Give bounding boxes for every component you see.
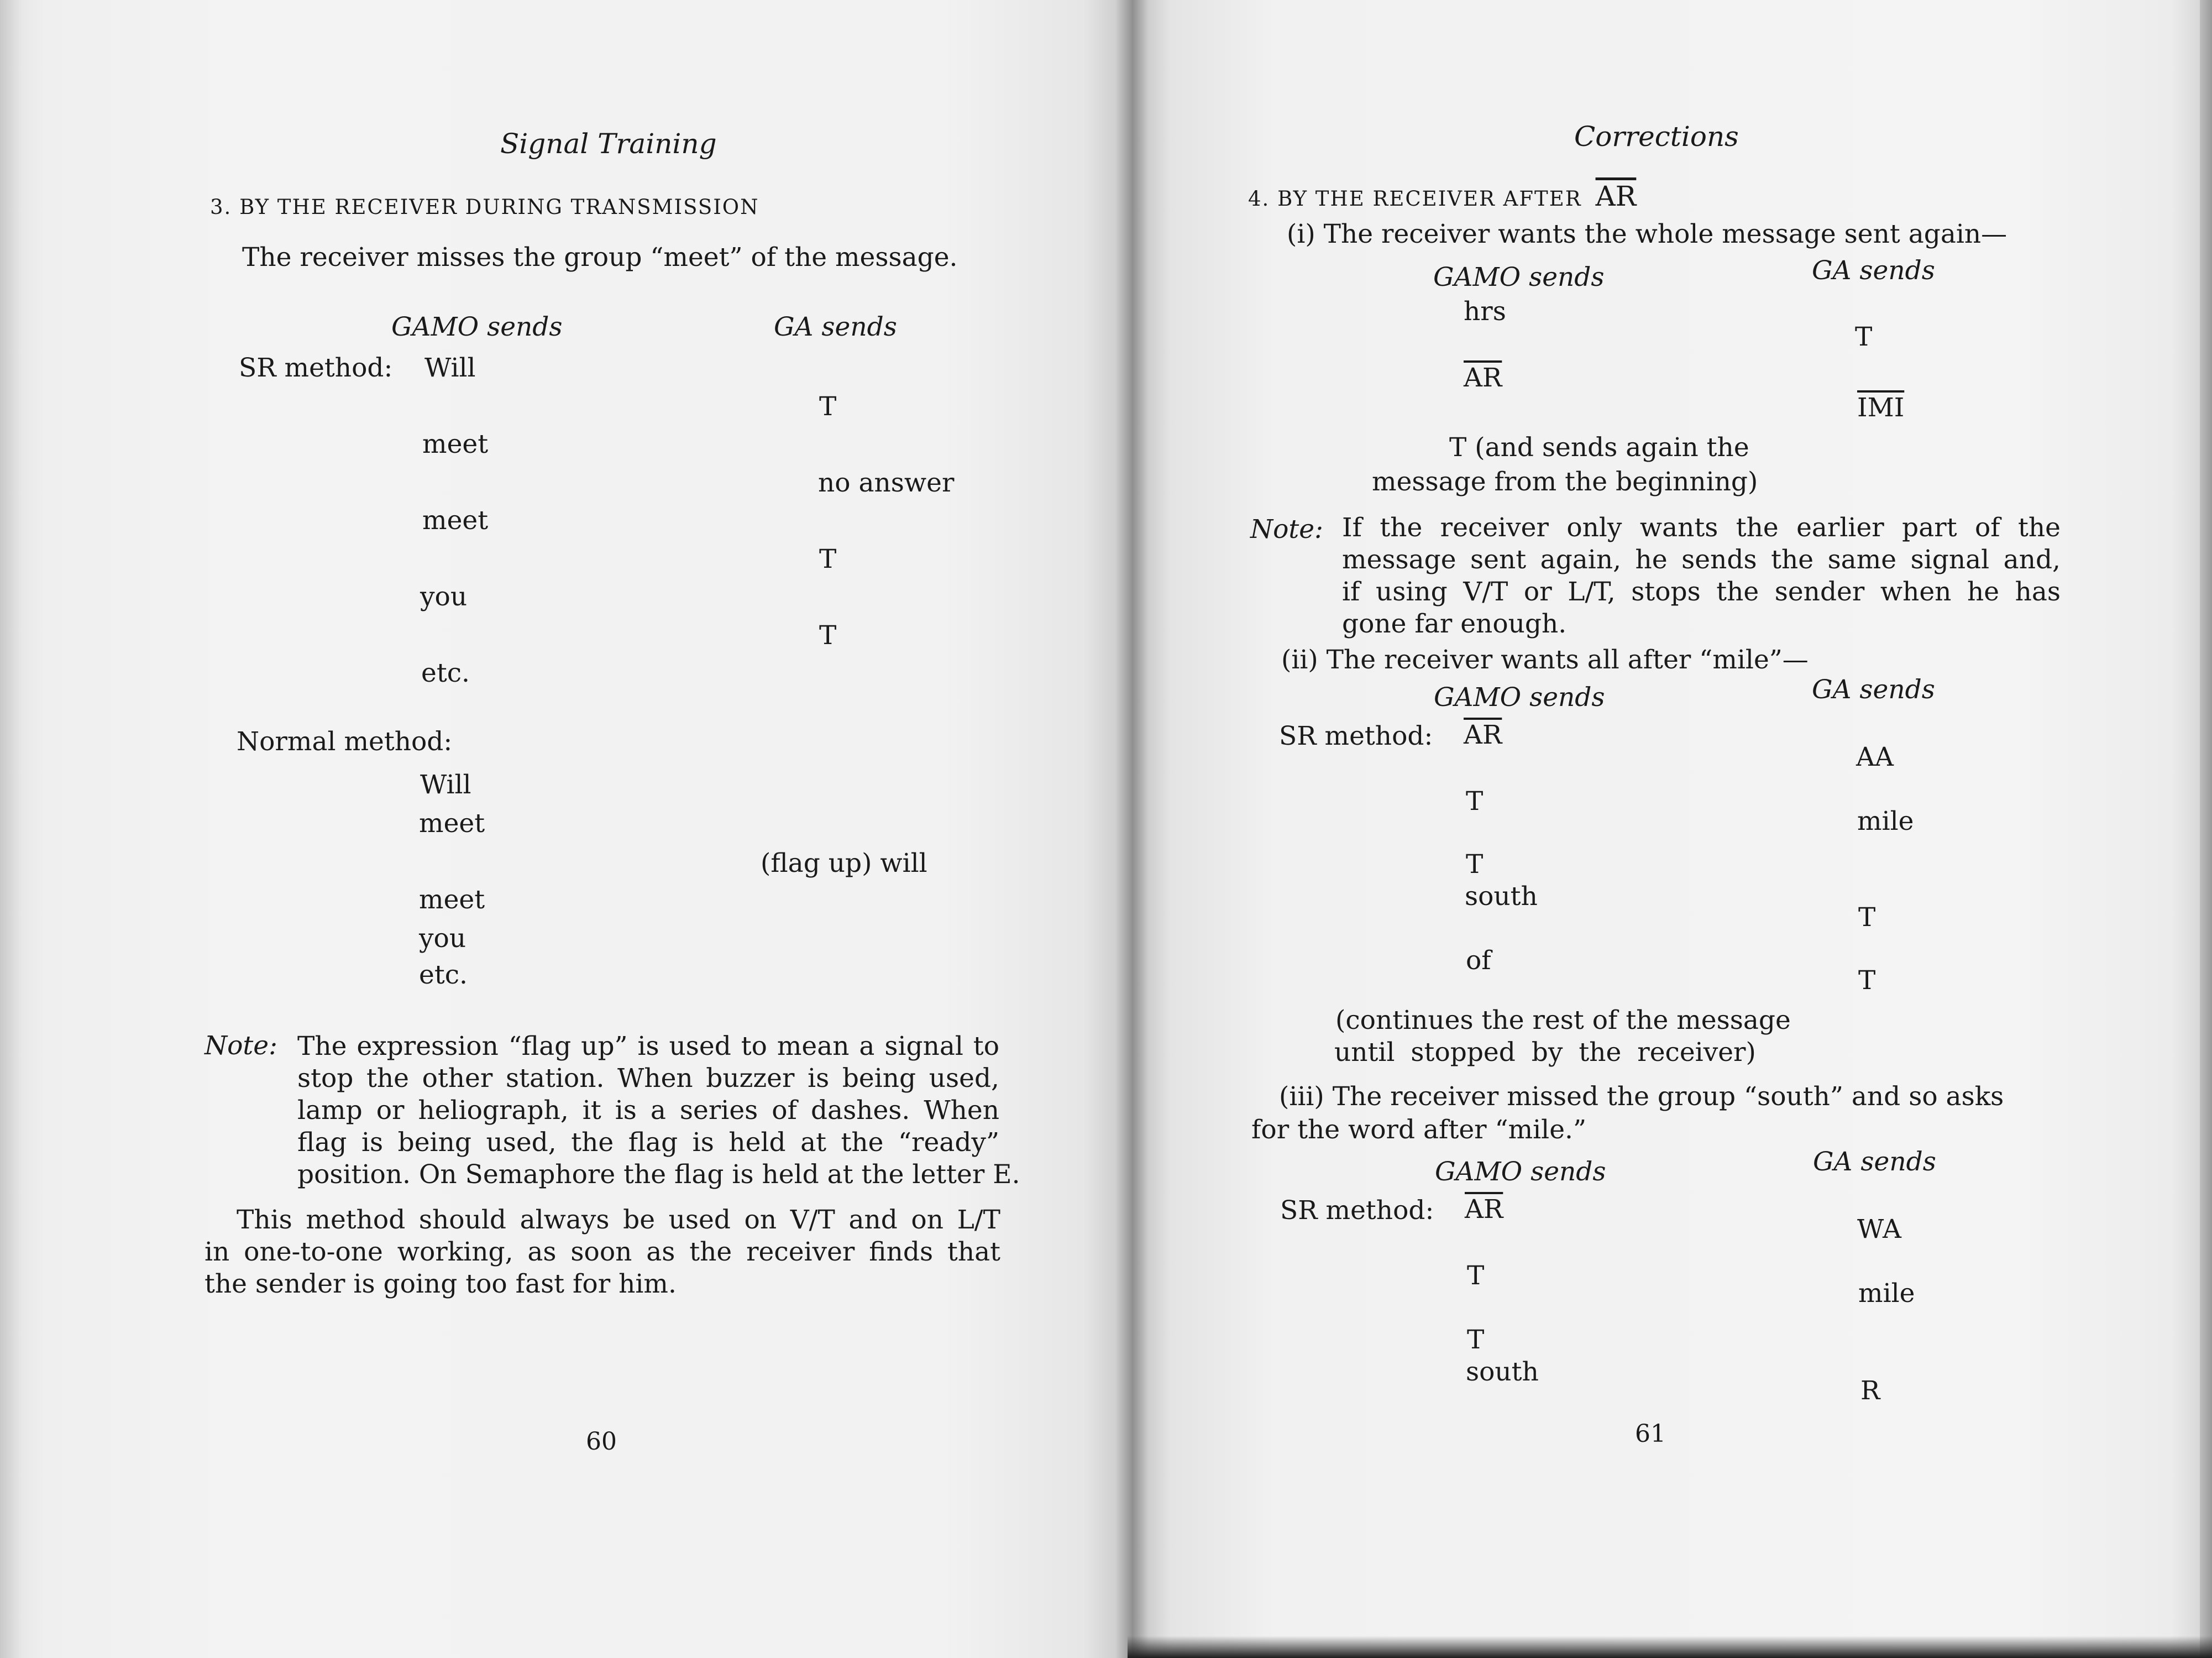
i-ga-prosign: $\overline{IMI}$ <box>1857 393 1905 423</box>
i-tail-line: message from the beginning) <box>1372 467 1758 497</box>
page-number: 60 <box>586 1427 617 1456</box>
sr-gamo-item: meet <box>422 505 489 536</box>
sr-gamo-item: you <box>420 582 468 612</box>
col-header-gamo: GAMO sends <box>1435 1157 1606 1187</box>
note-paragraph <box>297 1031 1020 1191</box>
closing-line: the sender is going too fast for him. <box>205 1269 677 1299</box>
i-gamo-item: hrs <box>1464 296 1506 327</box>
ii-tail-line: (continues the rest of the message <box>1335 1005 1791 1035</box>
ii-gamo-item: south <box>1465 881 1538 912</box>
iii-ga-item: WA <box>1857 1214 1901 1244</box>
sr-ga-item: T <box>819 620 837 651</box>
note-line: If the receiver only wants the earlier part of the <box>1342 512 2061 543</box>
i-tail-line: T (and sends again the <box>1449 432 1749 463</box>
running-head: Corrections <box>1574 121 1739 153</box>
iii-ga-item: R <box>1860 1375 1880 1406</box>
i-ga-item: T <box>1855 322 1873 352</box>
note-line: The expression “flag up” is used to mean a signal to <box>297 1031 999 1061</box>
col-header-gamo: GAMO sends <box>391 312 563 342</box>
ii-gamo-item: T <box>1466 786 1484 817</box>
iii-gamo-item: south <box>1466 1357 1539 1387</box>
item-iii-line: for the word after “mile.” <box>1251 1115 1586 1145</box>
note-line: message sent again, he sends the same signal and, <box>1342 545 2061 575</box>
section-heading: 3. BY THE RECEIVER DURING TRANSMISSION <box>210 195 759 219</box>
bottom-shadow <box>1128 1636 2212 1658</box>
item-i-text: (i) The receiver wants the whole message sent again— <box>1287 219 2007 249</box>
ii-ga-item: T <box>1858 902 1876 933</box>
col-header-gamo: GAMO sends <box>1433 262 1605 292</box>
section-heading-wrap <box>1248 182 1636 210</box>
col-header-ga: GA sends <box>774 312 897 342</box>
note-line: lamp or heliograph, it is a series of dashes. When <box>297 1095 999 1126</box>
normal-gamo-item: meet <box>419 885 485 915</box>
col-header-ga: GA sends <box>1813 1147 1936 1177</box>
closing-line: This method should always be used on V/T and on L/T <box>237 1205 1000 1235</box>
note-label: Note: <box>1250 514 1323 545</box>
iii-gamo-item: T <box>1467 1325 1485 1355</box>
ii-ga-item: mile <box>1857 806 1914 836</box>
i-gamo-prosign: $\overline{AR}$ <box>1464 363 1502 393</box>
note-line: position. On Semaphore the flag is held at the letter E. <box>297 1159 1020 1190</box>
note-label: Note: <box>205 1031 277 1061</box>
sr-ga-item: T <box>819 391 837 422</box>
right-page <box>1132 0 2212 1658</box>
section-prosign: $\overline{AR}$ <box>1595 180 1637 212</box>
normal-gamo-item: etc. <box>419 960 468 990</box>
sr-gamo-item: Will <box>424 353 476 383</box>
normal-method-label: Normal method: <box>237 726 453 757</box>
section-heading: 4. BY THE RECEIVER AFTER <box>1248 187 1582 211</box>
note-line: gone far enough. <box>1342 609 1567 639</box>
col-header-gamo: GAMO sends <box>1434 682 1605 713</box>
sr-gamo-item: etc. <box>421 658 470 688</box>
col-header-ga: GA sends <box>1812 674 1935 705</box>
spine-shadow <box>1115 0 1149 1658</box>
note-line: if using V/T or L/T, stops the sender when he has <box>1342 577 2061 607</box>
col-header-ga: GA sends <box>1812 255 1935 286</box>
iii-ga-item: mile <box>1858 1278 1915 1309</box>
iii-gamo-item: T <box>1467 1261 1485 1291</box>
ii-gamo-prosign: $\overline{AR}$ <box>1464 720 1502 750</box>
intro-text: The receiver misses the group “meet” of the message. <box>242 242 958 273</box>
ii-gamo-item: of <box>1466 945 1491 976</box>
normal-gamo-item: meet <box>419 808 485 839</box>
ii-gamo-item: T <box>1466 849 1484 880</box>
ii-ga-item: T <box>1858 965 1876 996</box>
sr-method-label: SR method: <box>239 353 393 383</box>
page-edge <box>2200 0 2212 1658</box>
ii-sr-method-label: SR method: <box>1279 721 1433 751</box>
sr-ga-item: T <box>819 544 837 574</box>
sr-ga-item: no answer <box>818 468 955 498</box>
iii-gamo-prosign: $\overline{AR}$ <box>1465 1194 1503 1225</box>
item-iii-line: (iii) The receiver missed the group “south” and so asks <box>1279 1081 2004 1112</box>
ii-tail-line: until stopped by the receiver) <box>1334 1037 1756 1068</box>
running-head: Signal Training <box>500 128 717 160</box>
item-ii-text: (ii) The receiver wants all after “mile”— <box>1281 645 1809 675</box>
note-line: stop the other station. When buzzer is being used, <box>297 1063 999 1094</box>
closing-line: in one-to-one working, as soon as the receiver finds that <box>205 1237 1000 1267</box>
closing-paragraph <box>205 1204 1000 1300</box>
note-paragraph <box>1342 512 2061 640</box>
page-number: 61 <box>1635 1420 1666 1448</box>
normal-gamo-item: you <box>419 923 466 954</box>
sr-gamo-item: meet <box>422 429 489 459</box>
ii-ga-item: AA <box>1856 742 1894 772</box>
iii-sr-method-label: SR method: <box>1280 1195 1434 1226</box>
normal-gamo-item: Will <box>420 770 471 800</box>
note-line: flag is being used, the flag is held at the “ready” <box>297 1127 999 1158</box>
normal-ga-item: (flag up) will <box>761 848 927 878</box>
